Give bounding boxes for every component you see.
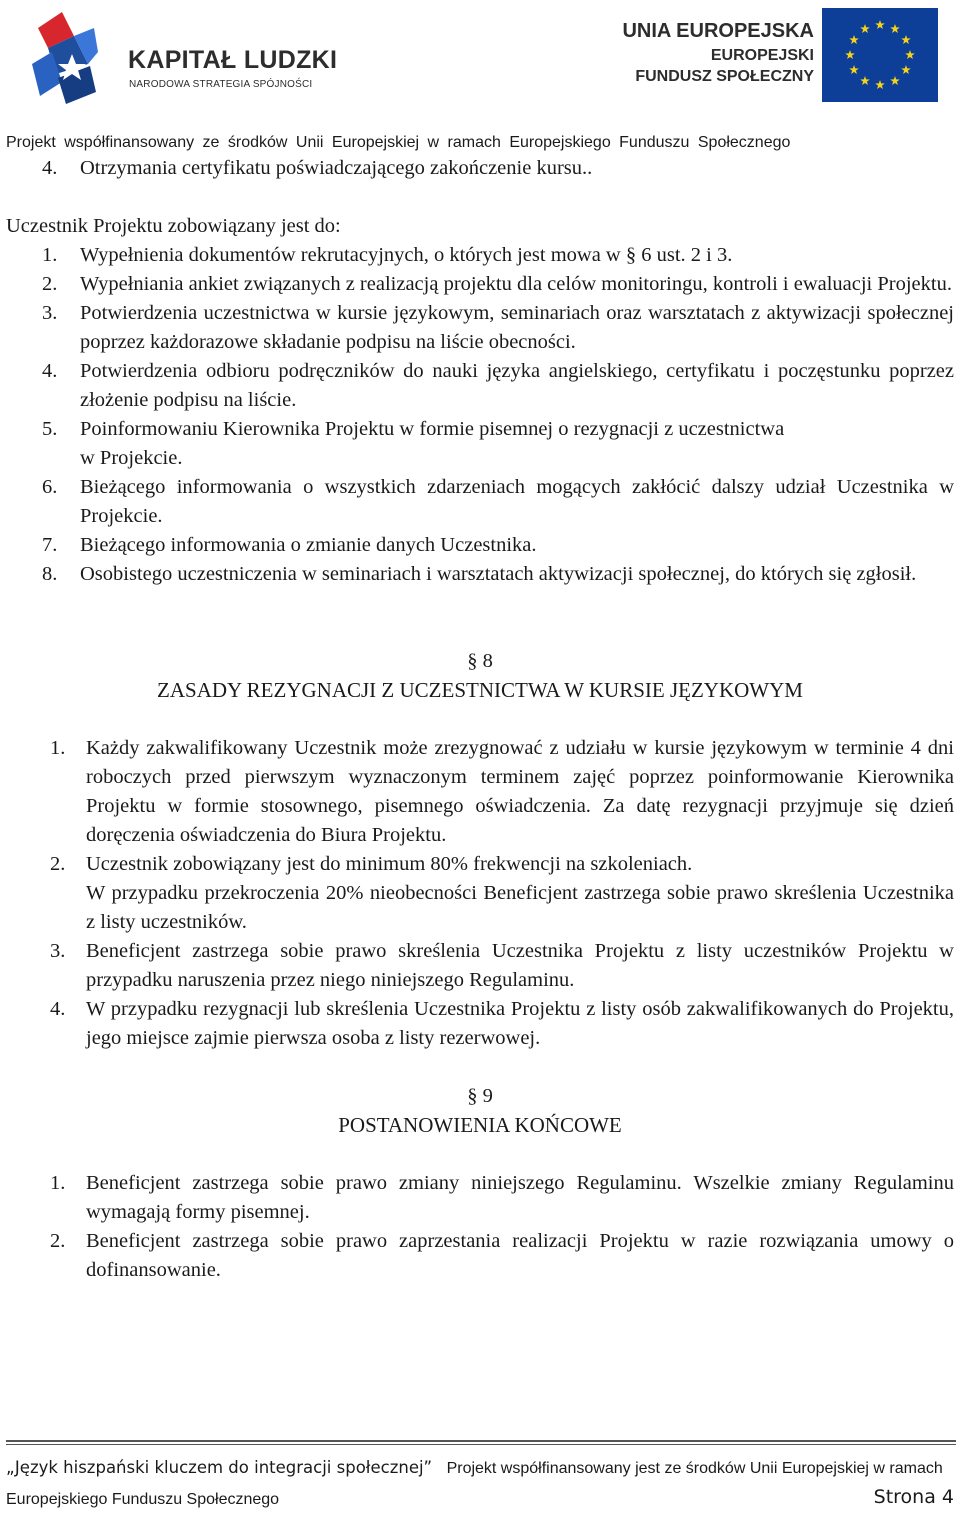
project-slogan: „Język hiszpański kluczem do integracji społecznej” [6, 1458, 433, 1477]
item-number: 2. [42, 273, 58, 295]
item-number: 8. [42, 563, 58, 585]
item-number: 5. [42, 418, 58, 440]
item-number: 1. [50, 1172, 66, 1194]
list-item [0, 937, 960, 995]
item-number: 6. [42, 476, 58, 498]
section-number: § 9 [467, 1085, 493, 1107]
obligations-intro: Uczestnik Projektu zobowiązany jest do: [6, 215, 341, 237]
document-body [0, 154, 960, 1285]
list-item [0, 270, 960, 299]
item-number: 3. [50, 940, 66, 962]
section-title: POSTANOWIENIA KOŃCOWE [338, 1113, 622, 1137]
item-text: Beneficjent zastrzega sobie prawo zmiany niniejszego Regulaminu. Wszelkie zmiany Regulaminu wymagają formy pisemnej. [86, 1172, 954, 1223]
eu-social-fund-logo [622, 4, 942, 108]
page-number: Strona 4 [873, 1486, 954, 1508]
project-cofinancing-line: Projekt współfinansowany ze środków Unii Europejskiej w ramach Europejskiego Funduszu Społecznego [6, 134, 791, 151]
eu-logo-line1: UNIA EUROPEJSKA [622, 20, 814, 42]
item-text: Wypełnienia dokumentów rekrutacyjnych, o których jest mowa w § 6 ust. 2 i 3. [80, 244, 733, 266]
eu-flag-icon [822, 8, 938, 102]
eu-logo-line2: EUROPEJSKI [710, 47, 814, 64]
item-number: 7. [42, 534, 58, 556]
item-text-continued: W przypadku przekroczenia 20% nieobecności Beneficjent zastrzega sobie prawo skreślenia Uczestnika z listy uczestników. [86, 882, 954, 933]
list-item [0, 734, 960, 850]
item-text: Bieżącego informowania o zmianie danych Uczestnika. [80, 534, 537, 556]
page-header [0, 0, 960, 160]
footer-divider-thin [6, 1444, 956, 1445]
section-8-heading [0, 647, 960, 705]
list-item [0, 1169, 960, 1227]
item-text: Beneficjent zastrzega sobie prawo zaprzestania realizacji Projektu w razie rozwiązania umowy o dofinansowanie. [86, 1230, 954, 1281]
item-text: Bieżącego informowania o wszystkich zdarzeniach mogących zakłócić dalszy udział Uczestnika w Projekcie. [80, 476, 954, 527]
list-item [0, 241, 960, 270]
kapital-ludzki-title: KAPITAŁ LUDZKI [128, 46, 338, 74]
eu-logo-line3: FUNDUSZ SPOŁECZNY [635, 68, 814, 85]
section-number: § 8 [467, 650, 493, 672]
list-item [0, 154, 960, 183]
item-text: Potwierdzenia odbioru podręczników do nauki języka angielskiego, certyfikatu i poczęstunku poprzez złożenie podpisu na liście. [80, 360, 954, 411]
footer-cofinancing-text: Projekt współfinansowany jest ze środków Unii Europejskiej w ramach [446, 1460, 943, 1477]
item-text: Otrzymania certyfikatu poświadczającego zakończenie kursu.. [80, 157, 593, 179]
item-number: 2. [50, 1230, 66, 1252]
item-number: 3. [42, 302, 58, 324]
list-item [0, 473, 960, 531]
kapital-ludzki-emblem-icon [28, 6, 108, 110]
item-text: Osobistego uczestniczenia w seminariach i warsztatach aktywizacji społecznej, do których się zgłosił. [80, 563, 917, 585]
item-text: Wypełniania ankiet związanych z realizacją projektu dla celów monitoringu, kontroli i ewaluacji Projektu. [80, 273, 952, 295]
list-item [0, 850, 960, 937]
item-number: 4. [42, 157, 58, 179]
item-text: Każdy zakwalifikowany Uczestnik może zrezygnować z udziału w kursie językowym w terminie 4 dni roboczych przed pierwszym wyznaczonym terminem zajęć poprzez poinformowanie Kierownika Projektu w formie stosownego, pisemnego oświadczenia. Za datę rezygnacji przyjmuje się dzień doręczenia oświadczenia do Biura Projektu. [86, 737, 954, 846]
list-item [0, 560, 960, 589]
item-number: 2. [50, 853, 66, 875]
list-item [0, 531, 960, 560]
item-number: 1. [42, 244, 58, 266]
kapital-ludzki-logo [28, 6, 338, 110]
footer-line-1 [6, 1458, 943, 1478]
obligations-list [0, 241, 960, 589]
section-8-list [0, 734, 960, 1053]
kapital-ludzki-subtitle: NARODOWA STRATEGIA SPÓJNOŚCI [129, 79, 313, 90]
list-item [0, 1227, 960, 1285]
list-item [0, 415, 960, 473]
list-item [0, 299, 960, 357]
item-text: Potwierdzenia uczestnictwa w kursie językowym, seminariach oraz warsztatach z aktywizacji społecznej poprzez każdorazowe składanie podpisu na liście obecności. [80, 302, 954, 353]
item-text: Beneficjent zastrzega sobie prawo skreślenia Uczestnika Projektu z listy uczestników Projektu w przypadku naruszenia przez niego niniejszego Regulaminu. [86, 940, 954, 991]
section-title: ZASADY REZYGNACJI Z UCZESTNICTWA W KURSIE JĘZYKOWYM [157, 678, 803, 702]
list-item [0, 995, 960, 1053]
footer-divider [6, 1440, 956, 1442]
list-item [0, 357, 960, 415]
footer-line-2: Europejskiego Funduszu Społecznego [6, 1491, 280, 1508]
item-number: 4. [42, 360, 58, 382]
item-number: 4. [50, 998, 66, 1020]
item-text: W przypadku rezygnacji lub skreślenia Uczestnika Projektu z listy osób zakwalifikowanych do Projektu, jego miejsce zajmie pierwsza osoba z listy rezerwowej. [86, 998, 954, 1049]
section-9-list [0, 1169, 960, 1285]
section-9-heading [0, 1082, 960, 1140]
item-text: Poinformowaniu Kierownika Projektu w formie pisemnej o rezygnacji z uczestnictwa w Projekcie. [80, 418, 785, 469]
page-footer [0, 1440, 960, 1513]
item-number: 1. [50, 737, 66, 759]
item-text: Uczestnik zobowiązany jest do minimum 80% frekwencji na szkoleniach. [86, 853, 693, 875]
